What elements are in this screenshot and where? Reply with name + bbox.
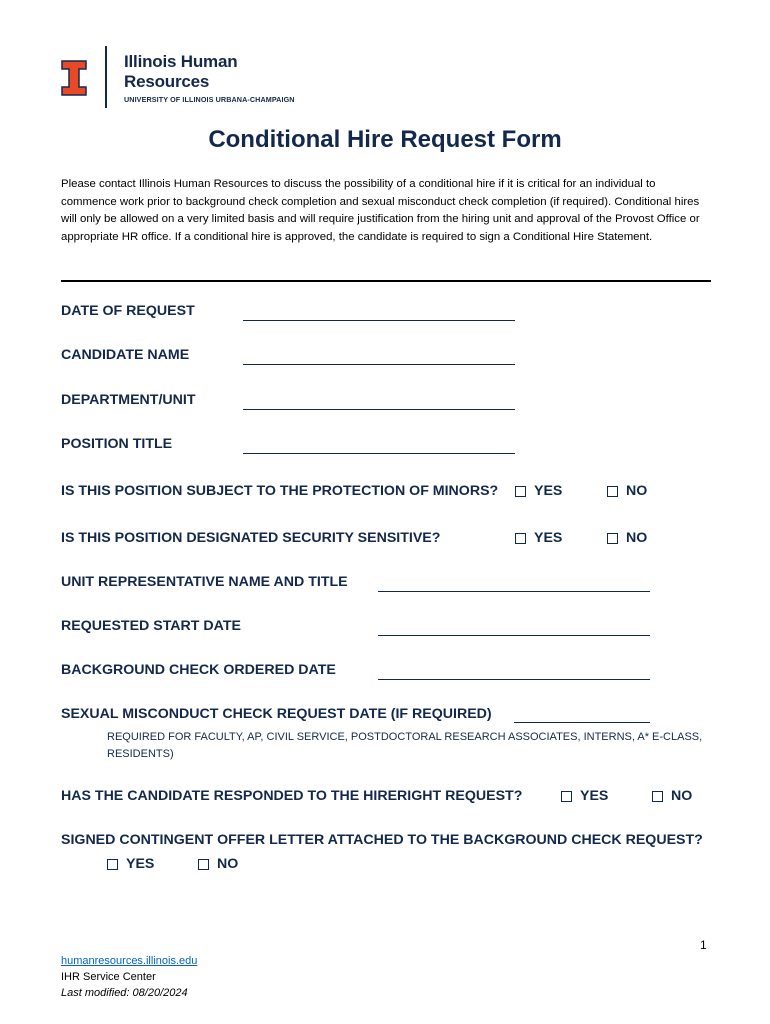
checkbox-icon[interactable]	[607, 533, 618, 544]
org-subtitle: UNIVERSITY OF ILLINOIS URBANA-CHAMPAIGN	[124, 95, 295, 104]
illinois-block-i-logo	[61, 60, 87, 96]
misconduct-date-field[interactable]	[514, 722, 650, 723]
page-title: Conditional Hire Request Form	[208, 126, 562, 153]
bg-check-date-field[interactable]	[378, 679, 650, 680]
website-link[interactable]: humanresources.illinois.edu	[61, 955, 198, 967]
hireright-no-option[interactable]: NO	[652, 788, 692, 804]
unit-rep-label: UNIT REPRESENTATIVE NAME AND TITLE	[61, 574, 348, 590]
hireright-question-label: HAS THE CANDIDATE RESPONDED TO THE HIRERIGHT REQUEST?	[61, 788, 523, 804]
candidate-name-field[interactable]	[243, 364, 515, 365]
last-modified-text: Last modified: 08/20/2024	[61, 987, 188, 999]
org-name-line1: Illinois Human	[124, 52, 238, 71]
intro-paragraph: Please contact Illinois Human Resources to discuss the possibility of a conditional hire if it is critical for an individual to commence work prior to background check completion and sexual misconduct check completion (if required). Conditional hires will only be allowed on a very limited basis and will require justification from the hiring unit and approval of the Provost Office or appropriate HR office. If a conditional hire is approved, the candidate is required to sign a Conditional Hire Statement.	[61, 178, 700, 243]
start-date-field[interactable]	[378, 635, 650, 636]
offer-letter-no-option[interactable]: NO	[198, 856, 238, 872]
start-date-label: REQUESTED START DATE	[61, 618, 241, 634]
security-question-label: IS THIS POSITION DESIGNATED SECURITY SENSITIVE?	[61, 530, 441, 546]
checkbox-icon[interactable]	[107, 859, 118, 870]
bg-check-date-label: BACKGROUND CHECK ORDERED DATE	[61, 662, 336, 678]
offer-letter-question-label: SIGNED CONTINGENT OFFER LETTER ATTACHED TO THE BACKGROUND CHECK REQUEST?	[61, 832, 703, 848]
position-title-label: POSITION TITLE	[61, 436, 173, 452]
org-name-line2: Resources	[124, 72, 210, 91]
checkbox-icon[interactable]	[607, 486, 618, 497]
checkbox-icon[interactable]	[561, 791, 572, 802]
page-number: 1	[700, 938, 707, 952]
misconduct-note: REQUIRED FOR FACULTY, AP, CIVIL SERVICE, POSTDOCTORAL RESEARCH ASSOCIATES, INTERNS, A* E-CLASS, RESIDENTS)	[107, 731, 703, 760]
minors-yes-option[interactable]: YES	[515, 483, 562, 499]
misconduct-date-label: SEXUAL MISCONDUCT CHECK REQUEST DATE (IF REQUIRED)	[61, 706, 492, 722]
minors-question-label: IS THIS POSITION SUBJECT TO THE PROTECTION OF MINORS?	[61, 483, 499, 499]
minors-no-option[interactable]: NO	[607, 483, 647, 499]
department-unit-label: DEPARTMENT/UNIT	[61, 392, 196, 408]
position-title-field[interactable]	[243, 453, 515, 454]
checkbox-icon[interactable]	[515, 486, 526, 497]
security-no-option[interactable]: NO	[607, 530, 647, 546]
checkbox-icon[interactable]	[515, 533, 526, 544]
department-unit-field[interactable]	[243, 409, 515, 410]
service-center-text: IHR Service Center	[61, 971, 156, 983]
date-of-request-label: DATE OF REQUEST	[61, 303, 195, 319]
section-divider	[61, 280, 711, 282]
unit-rep-field[interactable]	[378, 591, 650, 592]
security-yes-option[interactable]: YES	[515, 530, 562, 546]
offer-letter-yes-option[interactable]: YES	[107, 856, 154, 872]
checkbox-icon[interactable]	[198, 859, 209, 870]
candidate-name-label: CANDIDATE NAME	[61, 347, 190, 363]
checkbox-icon[interactable]	[652, 791, 663, 802]
date-of-request-field[interactable]	[243, 320, 515, 321]
logo-divider	[105, 46, 107, 108]
hireright-yes-option[interactable]: YES	[561, 788, 608, 804]
